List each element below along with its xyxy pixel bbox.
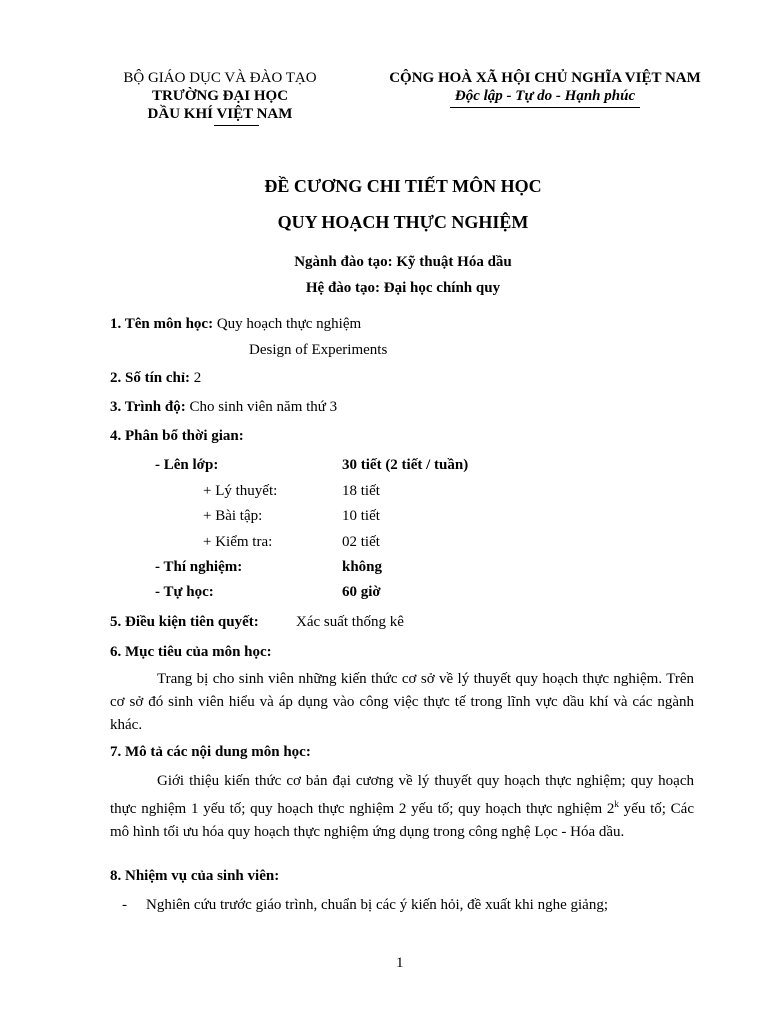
motto-underline xyxy=(450,107,640,108)
section-2 xyxy=(110,370,201,387)
document-title: ĐỀ CƯƠNG CHI TIẾT MÔN HỌC xyxy=(264,176,542,196)
section-3 xyxy=(110,399,337,416)
school-underline xyxy=(214,125,259,126)
school-name-line1: TRƯỜNG ĐẠI HỌC xyxy=(151,88,289,104)
section-6-label: 6. Mục tiêu của môn học: xyxy=(110,644,272,660)
time-row-value: 02 tiết xyxy=(342,534,380,550)
section-6-text: Trang bị cho sinh viên những kiến thức cơ sở về lý thuyết quy hoạch thực nghiệm. Trên cơ sở đó sinh viên hiểu và áp dụng vào công việc thực tế trong lĩnh vực dầu khí và các ngành khác. xyxy=(110,671,694,733)
section-7-superscript: k xyxy=(614,799,619,809)
republic-name: CỘNG HOÀ XÃ HỘI CHỦ NGHĨA VIỆT NAM xyxy=(389,70,701,86)
section-2-value: 2 xyxy=(190,370,202,386)
section-1-value: Quy hoạch thực nghiệm xyxy=(213,316,362,332)
time-row-label: - Lên lớp: xyxy=(155,457,219,473)
section-5-label: 5. Điều kiện tiên quyết: xyxy=(110,614,259,630)
section-7-label: 7. Mô tả các nội dung môn học: xyxy=(110,744,311,760)
time-row-value: 10 tiết xyxy=(342,508,380,524)
header-left xyxy=(98,69,342,123)
time-row-value: không xyxy=(342,559,383,575)
section-4-label: 4. Phân bổ thời gian: xyxy=(110,428,244,444)
national-motto: Độc lập - Tự do - Hạnh phúc xyxy=(454,88,636,104)
course-title: QUY HOẠCH THỰC NGHIỆM xyxy=(277,212,529,232)
header-right xyxy=(372,69,718,105)
time-row-value: 60 giờ xyxy=(342,584,381,600)
bullet-dash: - xyxy=(122,897,127,913)
section-1-label: 1. Tên môn học: xyxy=(110,316,214,332)
section-1 xyxy=(110,316,361,333)
page-number: 1 xyxy=(396,955,404,971)
section-5-value: Xác suất thống kê xyxy=(296,614,404,630)
time-row-label: - Thí nghiệm: xyxy=(155,559,243,575)
section-7-text-b: yếu tố; Các mô hình tối ưu hóa quy hoạch thực nghiệm ứng dụng trong công nghệ Lọc - Hóa dầu. xyxy=(110,801,694,840)
course-english-name: Design of Experiments xyxy=(249,342,388,358)
time-row-label: - Tự học: xyxy=(155,584,214,600)
time-row-value: 18 tiết xyxy=(342,483,380,499)
section-8-item: Nghiên cứu trước giáo trình, chuẩn bị các ý kiến hỏi, đề xuất khi nghe giảng; xyxy=(146,897,608,913)
section-2-label: 2. Số tín chỉ: xyxy=(110,370,191,386)
section-3-value: Cho sinh viên năm thứ 3 xyxy=(185,399,338,415)
section-7-text-a: Giới thiệu kiến thức cơ bản đại cương về lý thuyết quy hoạch thực nghiệm; quy hoạch thực nghiệm 1 yếu tố; quy hoạch thực nghiệm 2 yếu tố; quy hoạch thực nghiệm 2 xyxy=(110,773,694,817)
time-row-label: + Bài tập: xyxy=(203,508,263,524)
time-row-value: 30 tiết (2 tiết / tuần) xyxy=(342,457,469,473)
school-name-line2: DẦU KHÍ VIỆT NAM xyxy=(147,106,293,122)
ministry-name: BỘ GIÁO DỤC VÀ ĐÀO TẠO xyxy=(123,70,317,86)
time-row-label: + Lý thuyết: xyxy=(203,483,278,499)
time-row-label: + Kiểm tra: xyxy=(203,534,273,550)
section-8-label: 8. Nhiệm vụ của sinh viên: xyxy=(110,868,280,884)
major-line: Ngành đào tạo: Kỹ thuật Hóa dầu xyxy=(294,254,512,270)
program-line: Hệ đào tạo: Đại học chính quy xyxy=(305,280,501,296)
section-7-text xyxy=(110,770,694,844)
section-3-label: 3. Trình độ: xyxy=(110,399,186,415)
